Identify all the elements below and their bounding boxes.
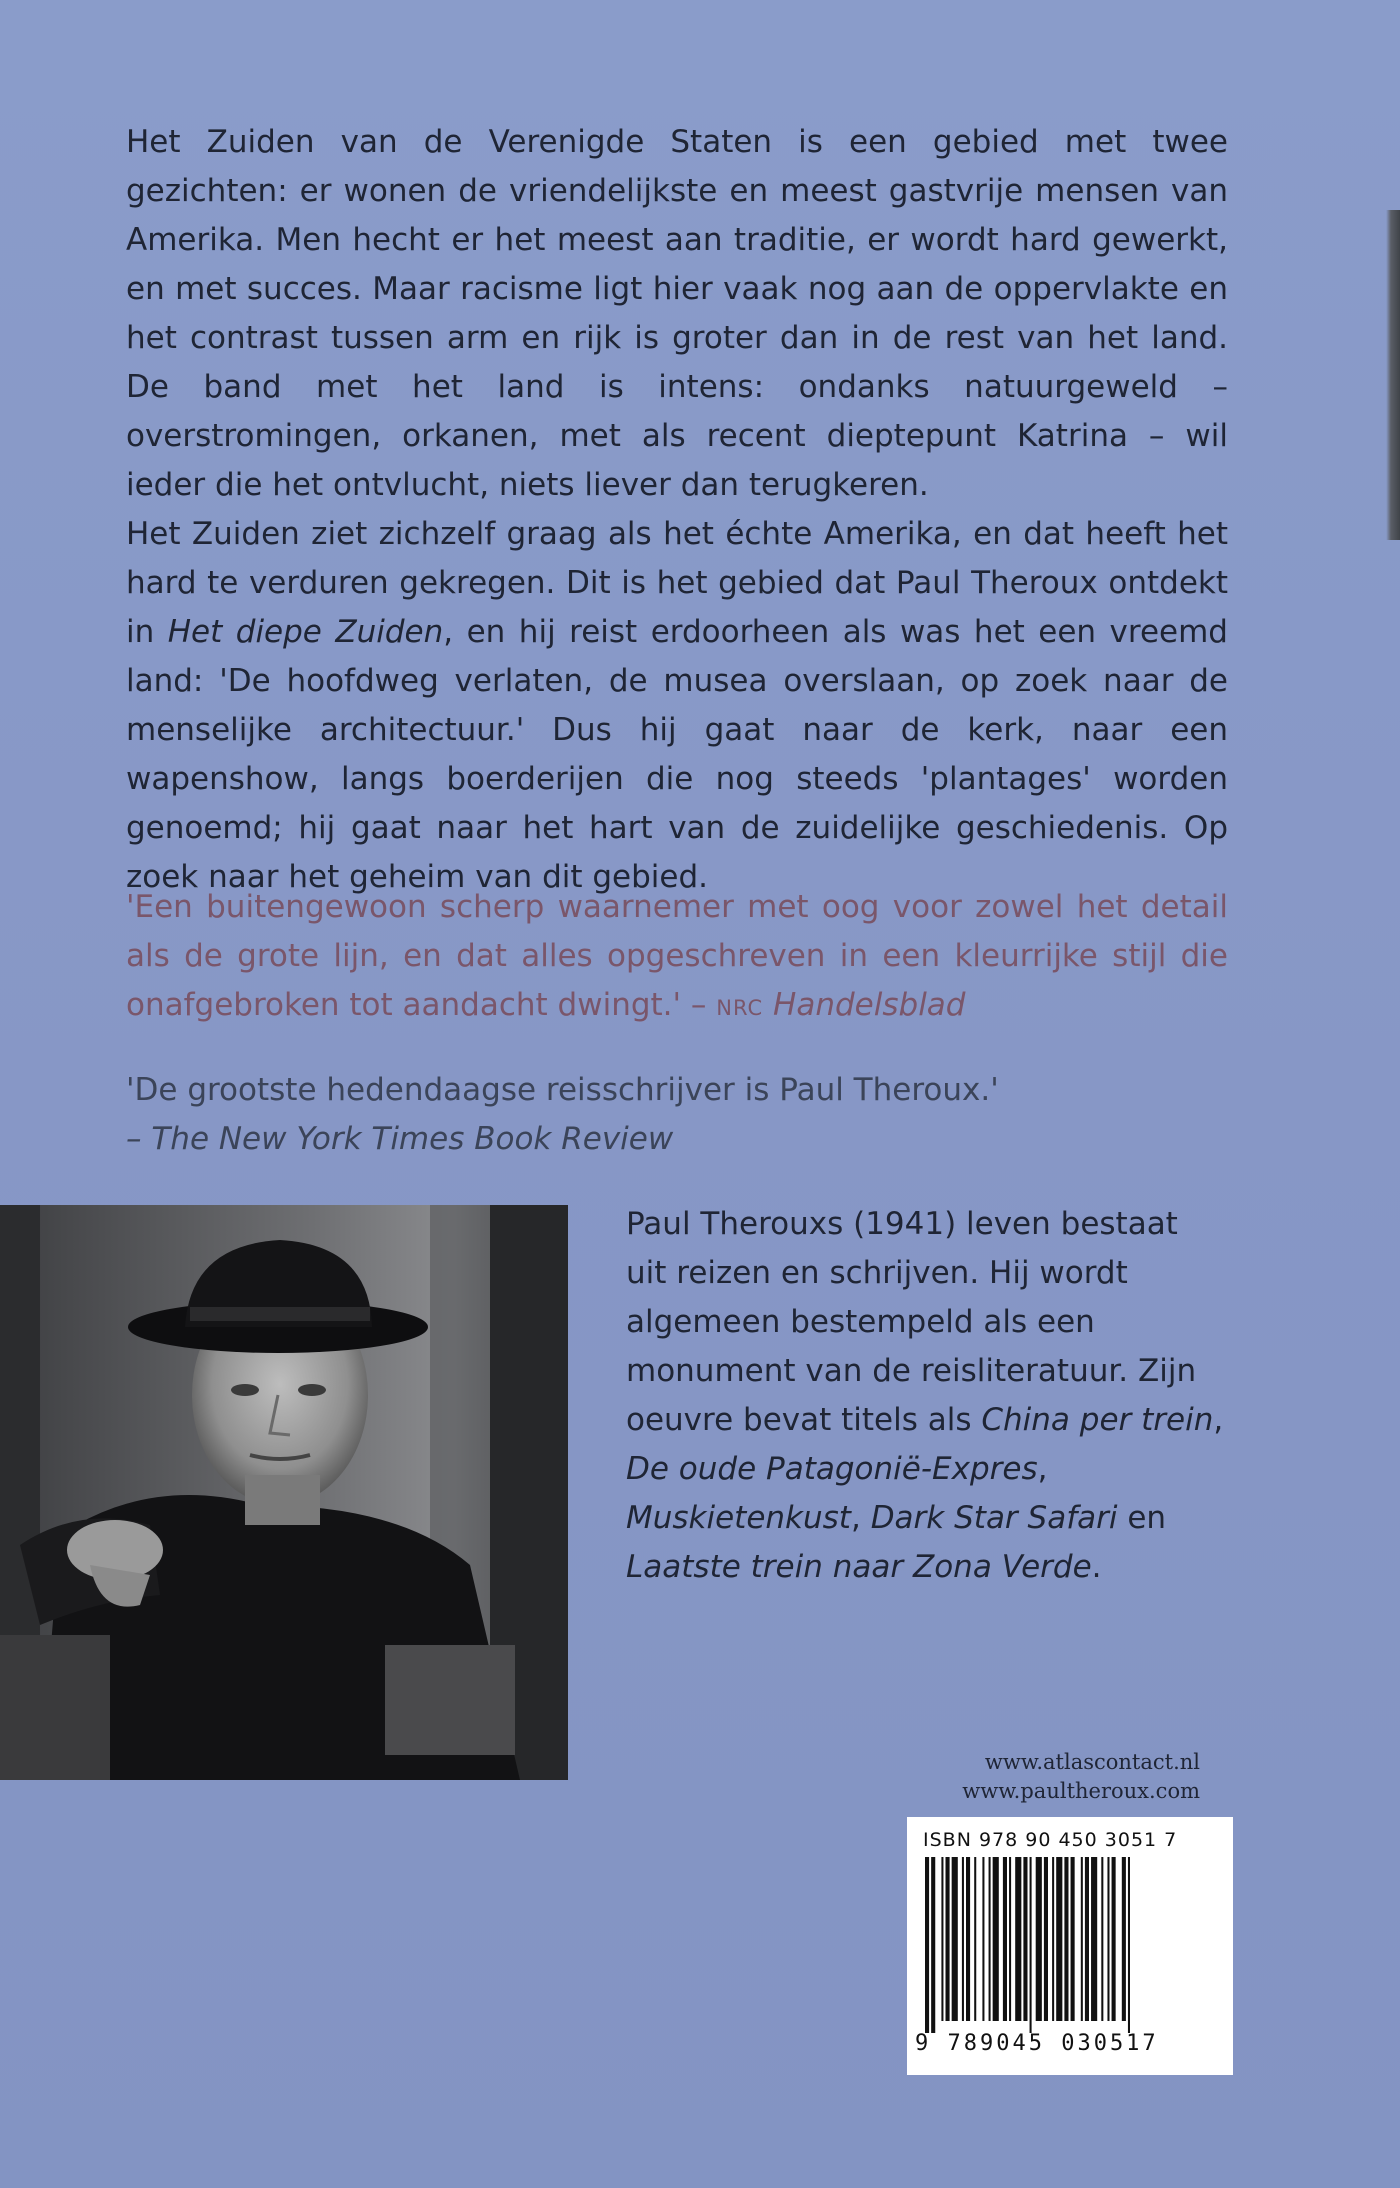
barcode-label: [907, 1817, 1233, 2075]
publisher-url[interactable]: www.atlascontact.nl: [984, 1750, 1200, 1774]
barcode-bar: [1023, 1857, 1027, 2021]
barcode-bar: [1044, 1857, 1048, 2021]
author-portrait-image: [0, 1205, 568, 1780]
barcode-bar: [1015, 1857, 1021, 2021]
barcode-bar: [925, 1857, 929, 2033]
book-title: Het diepe Zuiden: [167, 614, 444, 650]
barcode-bar: [941, 1857, 943, 2021]
bio-title-1: China per trein: [981, 1402, 1214, 1438]
barcode-bar: [1064, 1857, 1068, 2021]
quote-1-text: 'Een buitengewoon scherp waarnemer met oog voor zowel het detail als de grote lijn, en dat alles opgeschreven in een kleurrijke stijl die onafgebroken tot aandacht dwingt.' –: [126, 889, 1228, 1023]
barcode-icon: [919, 1857, 1221, 2033]
barcode-bar: [962, 1857, 964, 2021]
barcode-bar: [1003, 1857, 1007, 2021]
barcode-bar: [1091, 1857, 1097, 2021]
bio-text: Paul Therouxs (1941) leven bestaat uit reizen en schrijven. Hij wordt algemeen bestempeld als een monument van de reisliteratuur. Zijn oeuvre bevat titels als: [626, 1206, 1197, 1438]
quote-1-source: Handelsblad: [763, 987, 966, 1023]
barcode-bar: [1071, 1857, 1075, 2021]
barcode-bar: [1112, 1857, 1116, 2021]
barcode-digits: 9 789045 030517: [915, 2031, 1159, 2056]
author-bio: [626, 1200, 1226, 1592]
barcode-bar: [966, 1857, 970, 2021]
author-url[interactable]: www.paultheroux.com: [962, 1779, 1200, 1803]
quote-2-text: 'De grootste hedendaagse reisschrijver is Paul Theroux.': [126, 1072, 999, 1108]
barcode-bar: [993, 1857, 999, 2021]
barcode-bar: [1122, 1857, 1126, 2021]
bio-title-5: Laatste trein naar Zona Verde: [626, 1549, 1092, 1585]
blurb-paragraph-2-end: , en hij reist erdoorheen als was het een vreemd land: 'De hoofdweg verlaten, de musea overslaan, op zoek naar de menselijke architectuur.' Dus hij gaat naar de kerk, naar een wapenshow, langs boerderijen die nog steeds 'plantages' worden genoemd; hij gaat naar het hart van de zuidelijke geschiedenis. Op zoek naar het geheim van dit gebied.: [126, 614, 1228, 895]
barcode-bar: [1036, 1857, 1042, 2021]
blurb-paragraph-2: [126, 510, 1228, 902]
barcode-bar: [1081, 1857, 1083, 2021]
bio-title-2: De oude Patagonië-Expres: [626, 1451, 1038, 1487]
bio-separator: ,: [850, 1500, 871, 1536]
author-photo: [0, 1205, 568, 1780]
adjacent-book-edge: [1386, 210, 1400, 540]
bio-end: .: [1091, 1549, 1102, 1585]
barcode-bar: [1128, 1857, 1130, 2033]
barcode-bar: [1009, 1857, 1011, 2021]
bio-title-4: Dark Star Safari: [870, 1500, 1118, 1536]
bio-separator: ,: [1213, 1402, 1224, 1438]
barcode-bar: [1101, 1857, 1103, 2021]
barcode-bar: [946, 1857, 950, 2021]
barcode-bar: [989, 1857, 991, 2021]
blurb-paragraph-2-start: Het Zuiden ziet zichzelf graag als het échte Amerika, en dat heeft het hard te verduren gekregen. Dit is het gebied dat Paul Theroux ontdekt in: [126, 516, 1228, 650]
barcode-bar: [931, 1857, 935, 2033]
barcode-bar: [1085, 1857, 1089, 2021]
barcode-bar: [974, 1857, 976, 2021]
barcode-bar: [982, 1857, 984, 2021]
barcode-bar: [1107, 1857, 1109, 2021]
barcode-bar: [1030, 1857, 1032, 2033]
quote-1-source-prefix: NRC: [716, 996, 764, 1020]
websites: [900, 1748, 1200, 1806]
blurb: [126, 118, 1228, 902]
barcode-bar: [1052, 1857, 1054, 2021]
bio-separator: ,: [1037, 1451, 1048, 1487]
isbn-label: ISBN 978 90 450 3051 7: [923, 1829, 1178, 1851]
bio-title-3: Muskietenkust: [626, 1500, 851, 1536]
review-quote-nrc: [126, 883, 1228, 1033]
bio-separator: en: [1117, 1500, 1167, 1536]
quote-2-source: – The New York Times Book Review: [126, 1121, 674, 1157]
barcode-bar: [952, 1857, 958, 2021]
review-quote-nyt: [126, 1066, 1228, 1164]
barcode-bar: [1056, 1857, 1062, 2021]
blurb-paragraph-1: Het Zuiden van de Verenigde Staten is een gebied met twee gezichten: er wonen de vriendelijkste en meest gastvrije mensen van Amerika. Men hecht er het meest aan traditie, er wordt hard gewerkt, en met succes. Maar racisme ligt hier vaak nog aan de oppervlakte en het contrast tussen arm en rijk is groter dan in de rest van het land. De band met het land is intens: ondanks natuurgeweld – overstromingen, orkanen, met als recent dieptepunt Katrina – wil ieder die het ontvlucht, niets liever dan terugkeren.: [126, 124, 1228, 503]
